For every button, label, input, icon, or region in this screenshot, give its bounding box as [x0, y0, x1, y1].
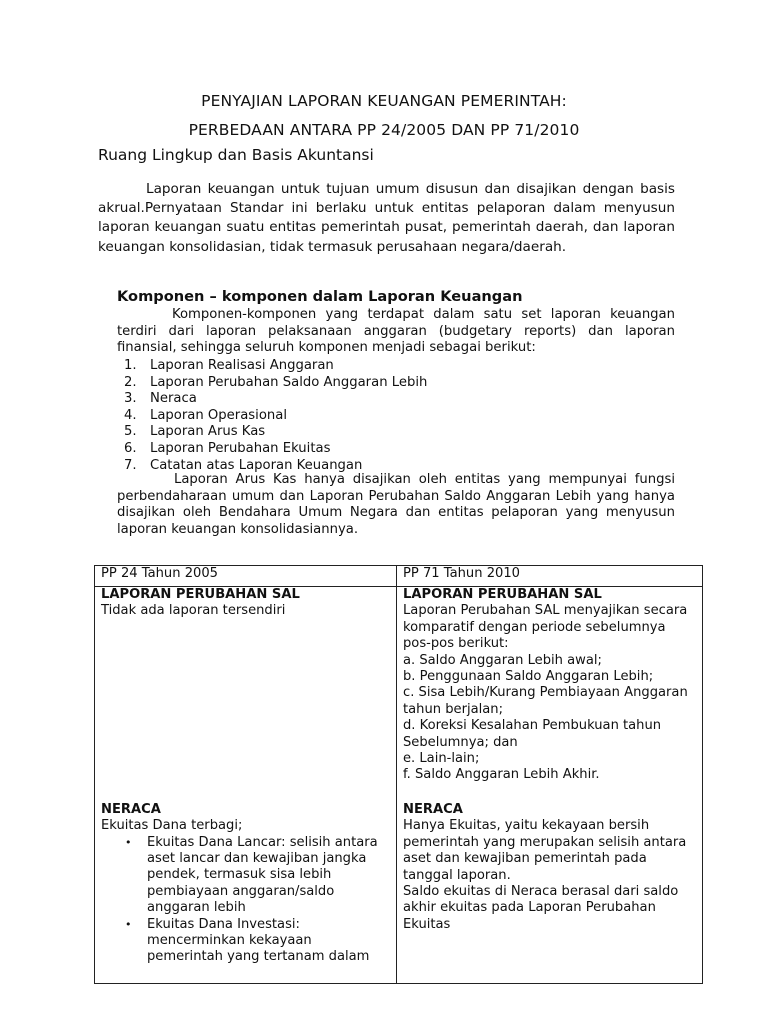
pp71-sal-item: d. Koreksi Kesalahan Pembukuan tahun Sebelumnya; dan	[403, 718, 662, 750]
scope-paragraph-text: Laporan keuangan untuk tujuan umum disusun dan disajikan dengan basis akrual.Pernyataan Standar ini berlaku untuk entitas pelaporan dalam menyusun laporan keuangan suatu entitas pemerintah pusat, pemerintah daerah, dan laporan keuangan konsolidasian, tidak termasuk perusahaan negara/daerah.	[98, 181, 675, 255]
bullet-icon: •	[125, 917, 132, 931]
document-title-line1: PENYAJIAN LAPORAN KEUANGAN PEMERINTAH:	[201, 92, 567, 110]
list-item-label: Laporan Perubahan Ekuitas	[150, 440, 331, 456]
pp24-sal-text: Tidak ada laporan tersendiri	[101, 603, 286, 619]
header-pp24: PP 24 Tahun 2005	[95, 566, 397, 587]
list-item-number: 7.	[124, 457, 137, 473]
cell-pp71	[397, 587, 703, 984]
list-item	[117, 391, 427, 408]
list-item-label: Laporan Arus Kas	[150, 424, 266, 440]
cell-pp24	[95, 587, 397, 984]
pp71-neraca-text1: Hanya Ekuitas, yaitu kekayaan bersih pemerintah yang merupakan selisih antara aset dan kewajiban pemerintah pada tanggal laporan.	[403, 818, 687, 883]
components-list	[117, 358, 427, 474]
document-title-line2: PERBEDAAN ANTARA PP 24/2005 DAN PP 71/2010	[188, 121, 580, 139]
pp24-sal-title: LAPORAN PERUBAHAN SAL	[101, 587, 300, 602]
pp24-neraca-bullets	[101, 835, 390, 966]
list-item-number: 4.	[124, 407, 137, 423]
list-item	[117, 424, 427, 441]
pp71-sal-title: LAPORAN PERUBAHAN SAL	[403, 587, 602, 602]
list-item-number: 1.	[124, 358, 137, 373]
section-heading-components: Komponen – komponen dalam Laporan Keuangan	[117, 288, 523, 305]
pp71-sal-item: b. Penggunaan Saldo Anggaran Lebih;	[403, 669, 654, 685]
header-pp71: PP 71 Tahun 2010	[397, 566, 703, 587]
list-item-number: 6.	[124, 440, 137, 456]
section-heading-scope: Ruang Lingkup dan Basis Akuntansi	[98, 146, 374, 164]
list-item	[117, 358, 427, 375]
pp71-sal-item: e. Lain-lain;	[403, 751, 480, 767]
list-item	[117, 375, 427, 392]
scope-paragraph	[98, 180, 675, 257]
list-item	[117, 408, 427, 425]
cash-flow-note-text: Laporan Arus Kas hanya disajikan oleh entitas yang mempunyai fungsi perbendaharaan umum dan Laporan Perubahan Saldo Anggaran Lebih yang hanya disajikan oleh Bendahara Umum Negara dan entitas pelaporan yang menyusun laporan keuangan konsolidasiannya.	[117, 472, 675, 537]
bullet-icon: •	[125, 835, 132, 849]
list-item-number: 2.	[124, 374, 137, 390]
list-item-label: Laporan Perubahan Saldo Anggaran Lebih	[150, 374, 428, 390]
components-intro-text: Komponen-komponen yang terdapat dalam satu set laporan keuangan terdiri dari laporan pelaksanaan anggaran (budgetary reports) dan laporan finansial, sehingga seluruh komponen menjadi sebagai berikut:	[117, 307, 675, 356]
components-intro-paragraph	[117, 307, 675, 357]
pp71-sal-item: a. Saldo Anggaran Lebih awal;	[403, 652, 602, 668]
list-item-label: Catatan atas Laporan Keuangan	[150, 457, 363, 473]
table-header-row	[95, 566, 703, 587]
bullet-text: Ekuitas Dana Lancar: selisih antara aset lancar dan kewajiban jangka pendek, termasuk sisa lebih pembiayaan anggaran/saldo anggaran lebih	[147, 834, 378, 916]
list-item-label: Laporan Operasional	[150, 407, 287, 423]
list-item	[117, 441, 427, 458]
pp71-sal-item: c. Sisa Lebih/Kurang Pembiayaan Anggaran tahun berjalan;	[403, 685, 688, 717]
pp71-neraca-text2: Saldo ekuitas di Neraca berasal dari saldo akhir ekuitas pada Laporan Perubahan Ekuitas	[403, 883, 679, 932]
list-item-number: 3.	[124, 391, 137, 407]
list-item	[101, 917, 390, 966]
pp71-sal-item: f. Saldo Anggaran Lebih Akhir.	[403, 767, 600, 783]
list-item-label: Laporan Realisasi Anggaran	[150, 358, 334, 373]
list-item	[101, 835, 390, 917]
pp24-neraca-intro: Ekuitas Dana terbagi;	[101, 818, 243, 834]
pp71-sal-intro: Laporan Perubahan SAL menyajikan secara komparatif dengan periode sebelumnya pos-pos berikut:	[403, 603, 688, 652]
bullet-text: Ekuitas Dana Investasi: mencerminkan kekayaan pemerintah yang tertanam dalam	[147, 916, 370, 965]
pp24-neraca-title: NERACA	[101, 801, 161, 817]
list-item-label: Neraca	[150, 391, 197, 407]
comparison-table	[94, 565, 703, 984]
cash-flow-note-paragraph	[117, 472, 675, 538]
table-row	[95, 587, 703, 984]
list-item-number: 5.	[124, 424, 137, 440]
pp71-neraca-title: NERACA	[403, 801, 463, 817]
